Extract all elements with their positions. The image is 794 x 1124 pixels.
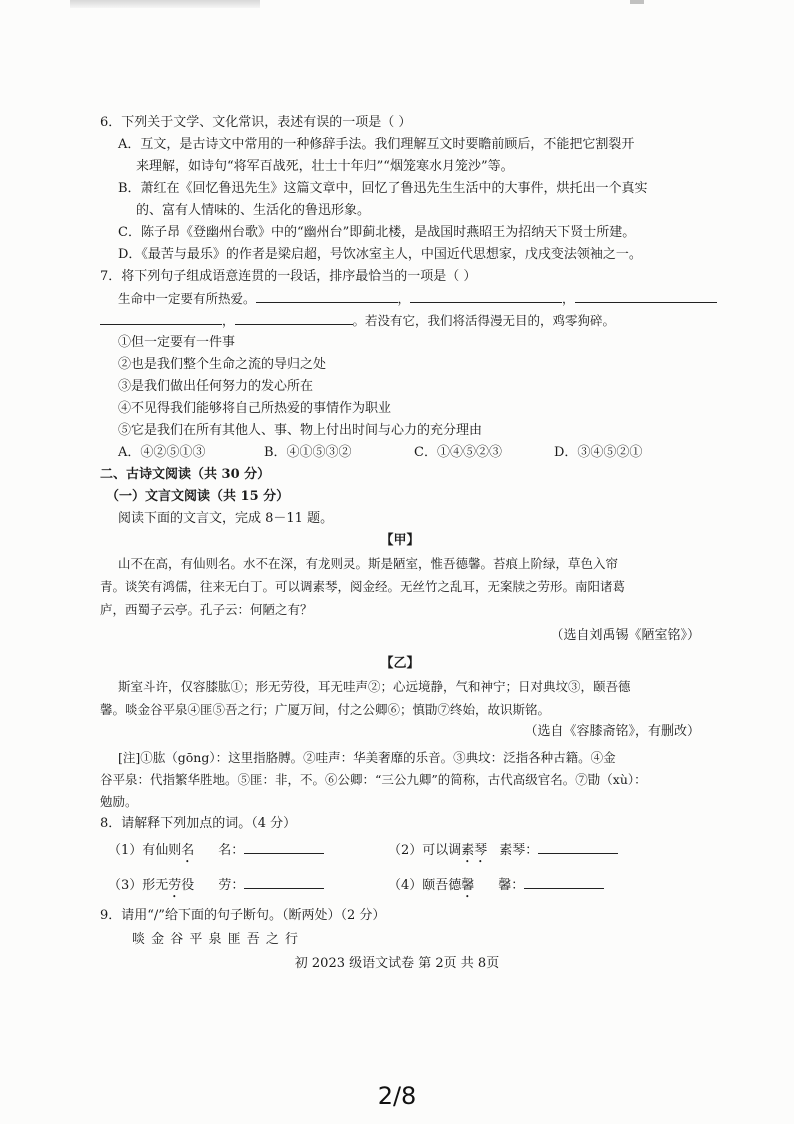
q9-sentence[interactable]: 啖 金 谷 平 泉 匪 吾 之 行 bbox=[132, 932, 300, 947]
q8-answer-4[interactable] bbox=[524, 874, 604, 889]
notes-line-1: [注]①肱（gōng）：这里指胳膊。②哇声：华美奢靡的乐音。③典坟：泛指各种古籍。④金 bbox=[118, 750, 616, 765]
notes-line-3: 勉励。 bbox=[100, 794, 138, 809]
q7-blank-1[interactable] bbox=[256, 288, 398, 303]
passage-yi-line-2: 馨。啖金谷平泉④匪⑤吾之行；广厦万间，付之公卿⑥；慎勖⑦终始，故识斯铭。 bbox=[100, 702, 551, 717]
page-number: 2/8 bbox=[377, 1082, 417, 1110]
q8-item-2 bbox=[388, 839, 618, 866]
passage-jia-title: 【甲】 bbox=[380, 533, 420, 548]
section-2-subtitle: （一）文言文阅读（共 15 分） bbox=[106, 489, 290, 504]
q8-item-3-text: （3）形无 bbox=[108, 878, 169, 893]
q6-stem: 6．下列关于文学、文化常识，表述有误的一项是（ ） bbox=[100, 115, 412, 130]
q6-option-a: A．互文，是古诗文中常用的一种修辞手法。我们理解互文时要瞻前顾后，不能把它割裂开 bbox=[118, 137, 635, 152]
q7-option-b[interactable]: B．④①⑤③② bbox=[264, 445, 352, 460]
q8-answer-3[interactable] bbox=[244, 874, 324, 889]
q8-item-1-text: （1）有仙则 bbox=[108, 843, 182, 858]
section-2-title: 二、古诗文阅读（共 30 分） bbox=[100, 467, 271, 482]
q8-item-4-dotted: 馨 bbox=[461, 878, 475, 893]
q7-sentence-5: ⑤它是我们在所有其他人、事、物上付出时间与心力的充分理由 bbox=[118, 423, 483, 438]
q8-item-3-dotted: 劳 bbox=[168, 878, 182, 893]
q6-option-b: B．萧红在《回忆鲁迅先生》这篇文章中，回忆了鲁迅先生生活中的大事件，烘托出一个真实 bbox=[118, 181, 648, 196]
q7-lead: 生命中一定要有所热爱。 bbox=[118, 291, 256, 306]
q8-stem: 8．请解释下列加点的词。（4 分） bbox=[100, 816, 297, 831]
q6-option-c: C．陈子昂《登幽州台歌》中的“幽州台”即蓟北楼，是战国时燕昭王为招纳天下贤士所建。 bbox=[118, 225, 636, 240]
q7-blank-2[interactable] bbox=[410, 288, 562, 303]
q7-fill-line-2: ， 。若没有它，我们将活得漫无目的，鸡零狗碎。 bbox=[100, 310, 700, 332]
q7-option-d[interactable]: D．③④⑤②① bbox=[554, 445, 643, 460]
q7-tail: 。若没有它，我们将活得漫无目的，鸡零狗碎。 bbox=[352, 313, 616, 328]
passage-jia-line-1: 山不在高，有仙则名。水不在深，有龙则灵。斯是陋室，惟吾德馨。苔痕上阶绿，草色入帘 bbox=[118, 556, 619, 571]
section-2-intro: 阅读下面的文言文，完成 8－11 题。 bbox=[118, 511, 334, 526]
passage-yi-title: 【乙】 bbox=[380, 656, 420, 671]
q6-option-d: D．《最苦与最乐》的作者是梁启超，号饮冰室主人，中国近代思想家，戊戌变法领袖之一。 bbox=[118, 247, 642, 262]
q8-item-2-text: （2）可以调 bbox=[388, 843, 462, 858]
scan-artifact-2 bbox=[630, 0, 644, 4]
q8-item-4-word: 馨： bbox=[498, 878, 525, 893]
q8-answer-1[interactable] bbox=[244, 839, 324, 854]
passage-jia-source: （选自刘禹锡《陋室铭》） bbox=[550, 628, 700, 643]
q7-fill-line-1: 生命中一定要有所热爱。 ， ， bbox=[100, 288, 700, 310]
q8-item-3-text-end: 役 bbox=[181, 878, 195, 893]
passage-yi-source: （选自《容膝斋铭》，有删改） bbox=[524, 724, 700, 739]
q7-sentence-2: ②也是我们整个生命之流的导归之处 bbox=[118, 357, 327, 372]
q8-item-4-text: （4）颐吾德 bbox=[388, 878, 462, 893]
passage-yi-line-1: 斯室斗许，仅容膝肱①；形无劳役，耳无哇声②；心远境静，气和神宁；日对典坟③，颐吾德 bbox=[118, 679, 631, 694]
q8-item-2-dotted: 素琴 bbox=[461, 843, 488, 858]
q7-sentence-3: ③是我们做出任何努力的发心所在 bbox=[118, 379, 314, 394]
q7-stem: 7．将下列句子组成语意连贯的一段话，排序最恰当的一项是（ ） bbox=[100, 269, 477, 284]
scan-artifact bbox=[70, 0, 260, 8]
q7-blank-5[interactable] bbox=[235, 310, 353, 325]
q7-sentence-1: ①但一定要有一件事 bbox=[118, 335, 236, 350]
q8-answer-2[interactable] bbox=[538, 839, 618, 854]
passage-jia-line-2: 青。谈笑有鸿儒，往来无白丁。可以调素琴，阅金经。无丝竹之乱耳，无案牍之劳形。南阳诸葛 bbox=[100, 579, 626, 594]
notes-line-2: 谷平泉：代指繁华胜地。⑤匪：非，不。⑥公卿：“三公九卿”的简称，古代高级官名。⑦勖（xù）： bbox=[100, 772, 647, 787]
q9-stem: 9．请用“/”给下面的句子断句。（断两处）（2 分） bbox=[100, 908, 386, 923]
q8-item-1-dotted: 名 bbox=[181, 843, 195, 858]
q8-row-1 bbox=[100, 839, 700, 866]
q8-item-4 bbox=[388, 874, 604, 901]
q8-item-1-word: 名： bbox=[218, 843, 245, 858]
q7-options bbox=[100, 442, 700, 464]
q8-row-2 bbox=[100, 874, 700, 901]
q8-item-1 bbox=[108, 839, 388, 866]
q8-item-3-word: 劳： bbox=[218, 878, 245, 893]
exam-content bbox=[100, 112, 700, 951]
q6-option-a-cont: 来理解，如诗句“将军百战死，壮士十年归”“烟笼寒水月笼沙”等。 bbox=[136, 159, 514, 174]
q8-item-2-word: 素琴： bbox=[499, 843, 539, 858]
passage-jia-line-3: 庐，西蜀子云亭。孔子云：何陋之有？ bbox=[100, 602, 313, 617]
q6-option-b-cont: 的、富有人情味的、生活化的鲁迅形象。 bbox=[136, 203, 371, 218]
q7-sentence-4: ④不见得我们能够将自己所热爱的事情作为职业 bbox=[118, 401, 392, 416]
q7-blank-4[interactable] bbox=[100, 310, 222, 325]
q7-option-a[interactable]: A．④②⑤①③ bbox=[118, 445, 206, 460]
page-footer: 初 2023 级语文试卷 第 2页 共 8页 bbox=[294, 956, 500, 971]
q8-item-3 bbox=[108, 874, 388, 901]
q7-option-c[interactable]: C．①④⑤②③ bbox=[414, 445, 502, 460]
q7-blank-3[interactable] bbox=[575, 288, 717, 303]
